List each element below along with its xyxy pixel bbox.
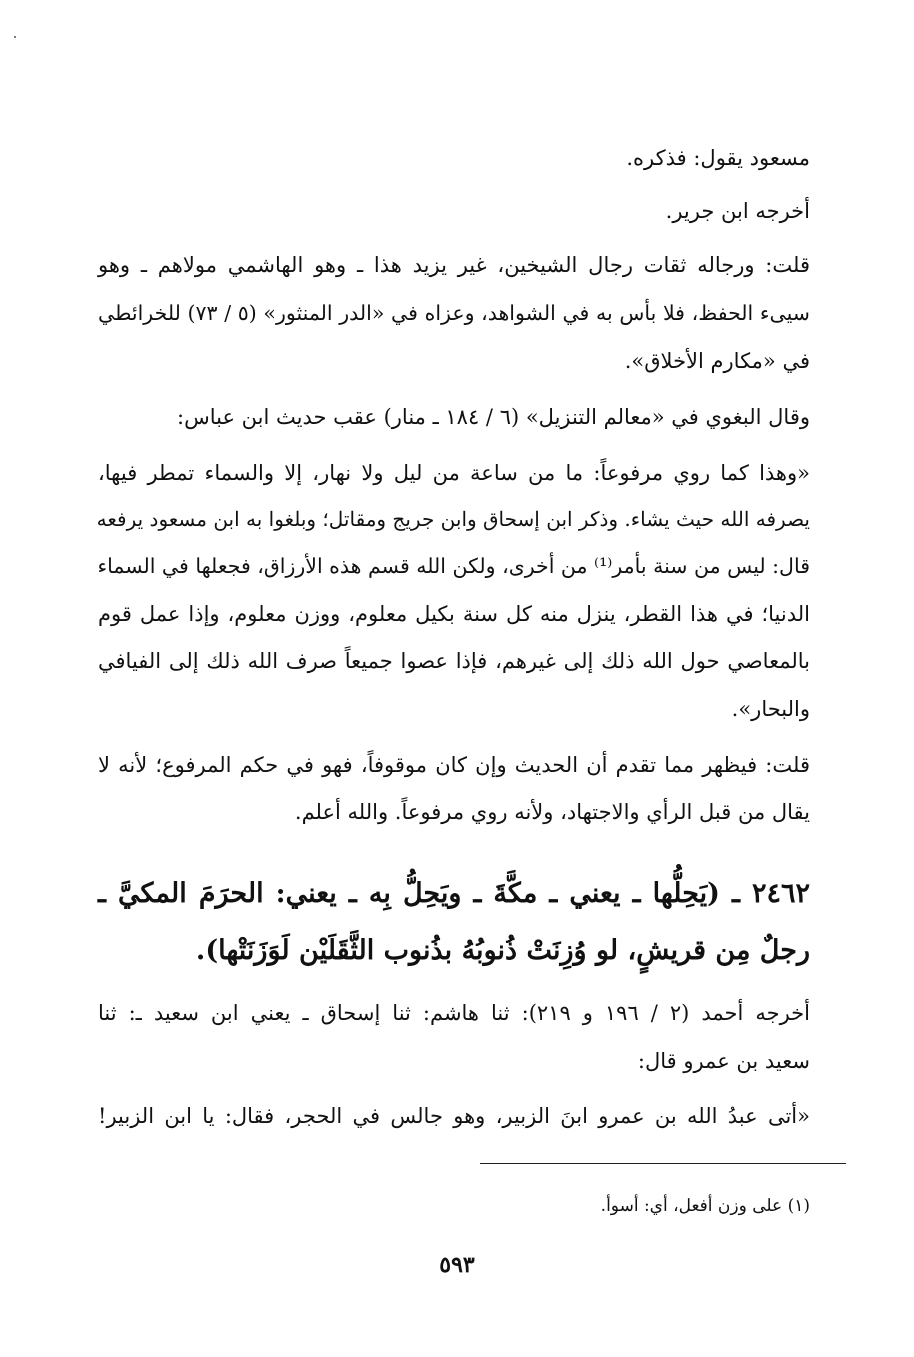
text-line: قلت: ورجاله ثقات رجال الشيخين، غير يزيد هذا ـ وهو الهاشمي مولاهم ـ وهو (98, 253, 810, 277)
footnote-text: (١) على وزن أفعل، أي: أسوأ. (600, 1196, 810, 1216)
text-line: والبحار». (731, 697, 810, 721)
text-line: «وهذا كما روي مرفوعاً: ما من ساعة من ليل ولا نهار، إلا والسماء تمطر فيها، (98, 461, 810, 485)
text-line: سيىء الحفظ، فلا بأس به في الشواهد، وعزاه في «الدر المنثور» (٥ / ٧٣) للخرائطي (98, 301, 810, 325)
text-line: مسعود يقول: فذكره. (626, 146, 810, 170)
scan-speck (14, 36, 16, 38)
hadith-heading-line: رجلٌ مِن قريشٍ، لو وُزِنَتْ ذُنوبُهُ بذُنوب الثَّقَلَيْن لَوَزَنَتْها). (195, 935, 810, 966)
text-line: قلت: فيظهر مما تقدم أن الحديث وإن كان موقوفاً، فهو في حكم المرفوع؛ لأنه لا (98, 753, 810, 777)
text-line: قال: ليس من سنة بأمر⁽¹⁾ من أخرى، ولكن الله قسم هذه الأرزاق، فجعلها في السماء (97, 554, 810, 578)
page-number: ٥٩٣ (439, 1252, 475, 1278)
hadith-heading-line: ٢٤٦٢ ـ (يَحِلُّها ـ يعني ـ مكَّةَ ـ ويَحِلُّ بِه ـ يعني: الحرَمَ المكيَّ ـ (98, 878, 810, 909)
text-line: يصرفه الله حيث يشاء. وذكر ابن إسحاق وابن جريج ومقاتل؛ وبلغوا به ابن مسعود يرفعه (96, 507, 810, 531)
text-line: يقال من قبل الرأي والاجتهاد، ولأنه روي مرفوعاً. والله أعلم. (294, 800, 810, 824)
text-line: بالمعاصي حول الله ذلك إلى غيرهم، فإذا عصوا جميعاً صرف الله ذلك إلى الفيافي (98, 649, 810, 673)
text-line: أخرجه أحمد (٢ / ١٩٦ و ٢١٩): ثنا هاشم: ثنا إسحاق ـ يعني ابن سعيد ـ: ثنا (98, 1001, 810, 1025)
text-line: الدنيا؛ في هذا القطر، ينزل منه كل سنة بكيل معلوم، ووزن معلوم، وإذا عمل قوم (98, 602, 810, 626)
text-line: وقال البغوي في «معالم التنزيل» (٦ / ١٨٤ ـ منار) عقب حديث ابن عباس: (177, 405, 810, 429)
text-line: سعيد بن عمرو قال: (637, 1049, 810, 1073)
text-line: في «مكارم الأخلاق». (624, 349, 810, 373)
text-line: «أتى عبدُ الله بن عمرو ابنَ الزبير، وهو جالس في الحجر، فقال: يا ابن الزبير! (98, 1104, 810, 1128)
footnote-divider (480, 1163, 846, 1164)
text-line: أخرجه ابن جرير. (665, 199, 810, 223)
